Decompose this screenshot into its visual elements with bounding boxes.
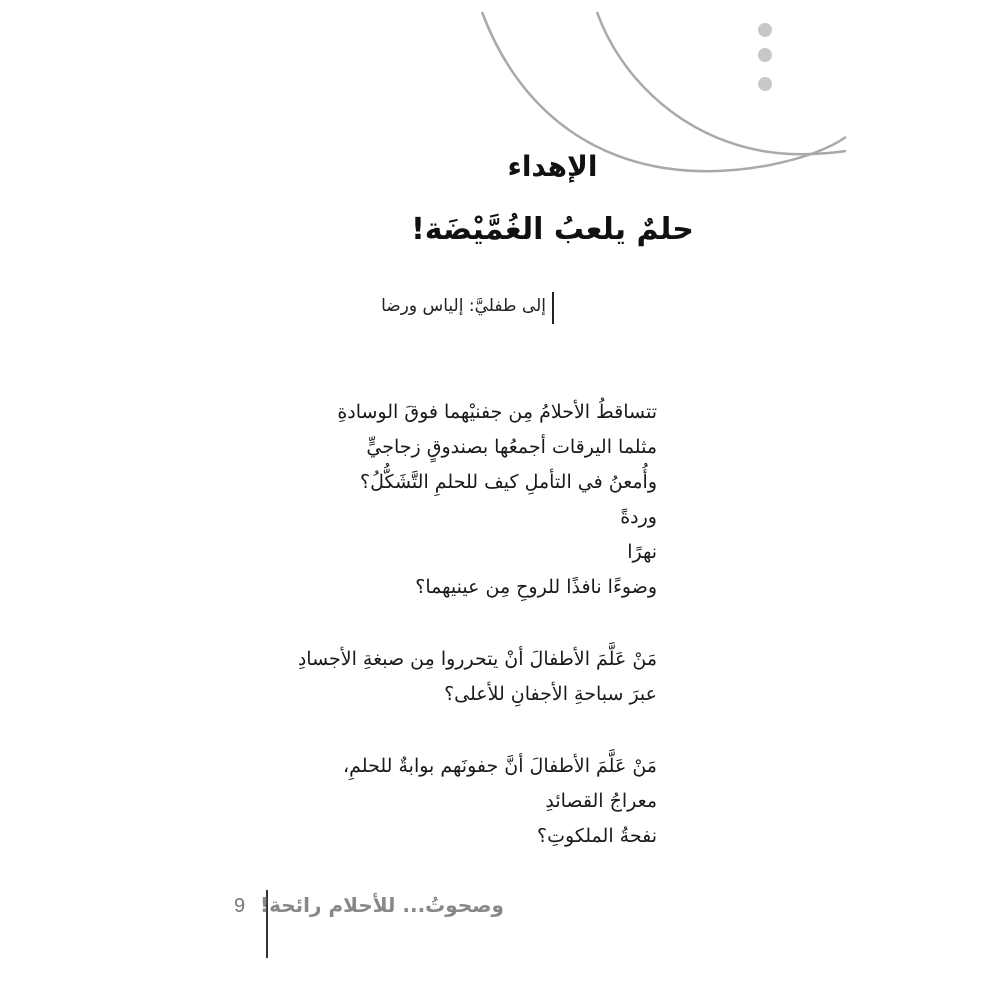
stanza xyxy=(237,395,657,605)
section-title: الإهداء xyxy=(507,150,598,183)
poem-title: حلمٌ يلعبُ الغُمَّيْضَة! xyxy=(411,212,694,247)
stanza-gap xyxy=(237,712,657,749)
poem-body xyxy=(237,395,657,854)
decorative-dot-1 xyxy=(758,23,772,37)
decorative-dot-2 xyxy=(758,48,772,62)
verse-line: عبرَ سباحةِ الأجفانِ للأعلى؟ xyxy=(444,683,657,705)
stanza xyxy=(237,642,657,712)
verse-line: نفحةُ الملكوتِ؟ xyxy=(536,825,657,847)
running-book-title: وصحوتُ... للأحلام رائحة! xyxy=(259,893,504,917)
verse-line: نهرًا xyxy=(627,541,657,563)
verse-line: مثلما اليرقات أجمعُها بصندوقٍ زجاجيٍّ xyxy=(366,436,657,458)
dedication-bar xyxy=(552,292,554,324)
verse-line: تتساقطُ الأحلامُ مِن جفنيْهما فوقَ الوسادةِ xyxy=(337,401,657,423)
dedication: إلى طفليَّ: إلياس ورضا xyxy=(381,296,546,316)
arc-inner xyxy=(597,12,846,154)
verse-line: معراجُ القصائدِ xyxy=(545,790,657,812)
verse-line: وأُمعنُ في التأملِ كيف للحلمِ التَّشَكُّلُ؟ xyxy=(360,471,657,493)
page-number: 9 xyxy=(234,895,246,917)
verse-line: وضوءًا نافذًا للروحِ مِن عينيهما؟ xyxy=(415,576,657,598)
verse-line: وردةً xyxy=(620,506,657,528)
verse-line: مَنْ عَلَّمَ الأطفالَ أنَّ جفونَهم بوابةٌ للحلمِ، xyxy=(343,755,657,777)
stanza xyxy=(237,749,657,854)
arc-outer xyxy=(482,12,846,171)
stanza-gap xyxy=(237,605,657,642)
decorative-dot-3 xyxy=(758,77,772,91)
verse-line: مَنْ عَلَّمَ الأطفالَ أنْ يتحرروا مِن صبغةِ الأجسادِ xyxy=(297,648,657,670)
